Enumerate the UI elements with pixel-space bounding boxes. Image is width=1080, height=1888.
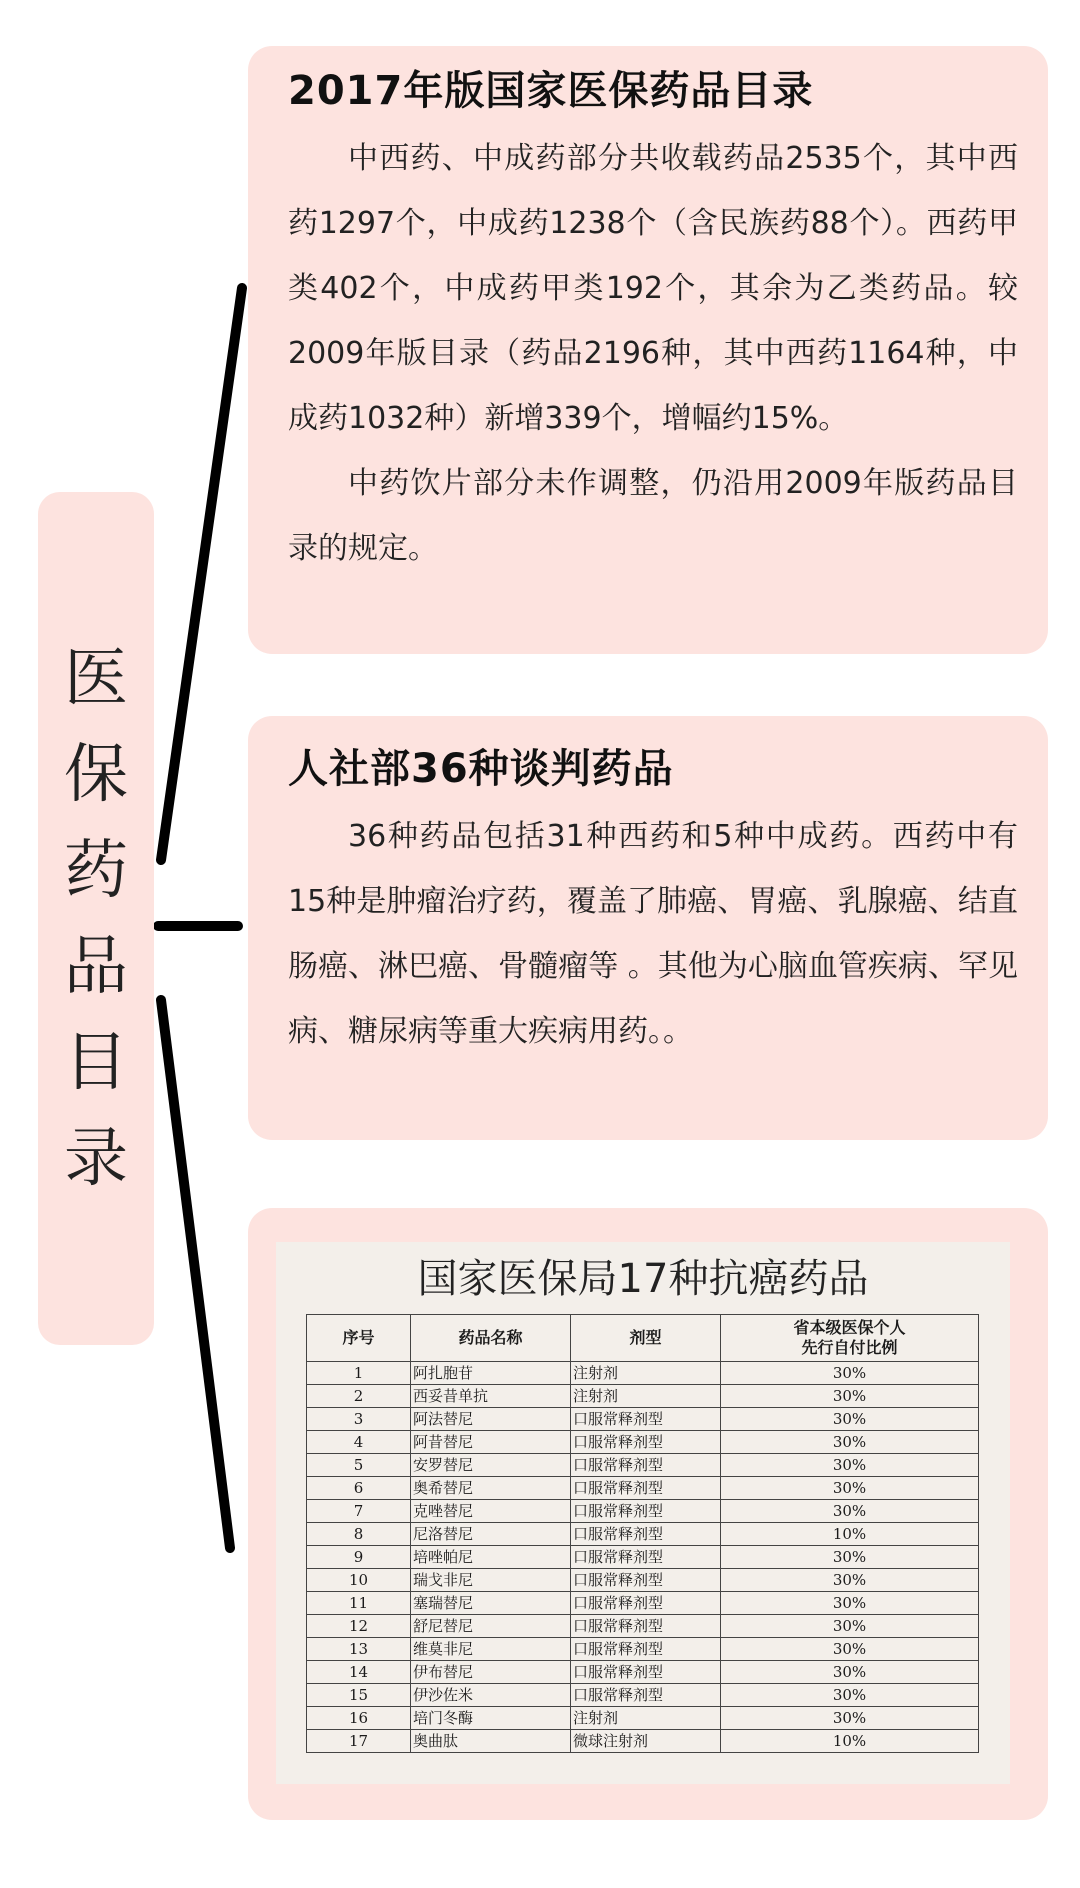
table-row — [307, 1592, 979, 1615]
section-title: 人社部36种谈判药品 — [288, 746, 674, 792]
cell-copay-ratio: 30% — [721, 1500, 979, 1523]
table-row — [307, 1730, 979, 1753]
cell-dosage-form: 口服常释剂型 — [571, 1454, 721, 1477]
cell-index: 4 — [307, 1431, 411, 1454]
cell-drug-name: 安罗替尼 — [411, 1454, 571, 1477]
side-title-box — [38, 492, 154, 1345]
cell-copay-ratio: 30% — [721, 1707, 979, 1730]
cell-copay-ratio: 30% — [721, 1385, 979, 1408]
cell-drug-name: 瑞戈非尼 — [411, 1569, 571, 1592]
cell-dosage-form: 口服常释剂型 — [571, 1661, 721, 1684]
side-title-char: 药 — [64, 833, 128, 908]
side-title-char: 目 — [64, 1025, 128, 1100]
cell-dosage-form: 口服常释剂型 — [571, 1684, 721, 1707]
table-row — [307, 1707, 979, 1730]
table-row — [307, 1408, 979, 1431]
table-row — [307, 1362, 979, 1385]
cell-index: 11 — [307, 1592, 411, 1615]
cell-index: 6 — [307, 1477, 411, 1500]
cell-index: 9 — [307, 1546, 411, 1569]
cell-dosage-form: 微球注射剂 — [571, 1730, 721, 1753]
table-title: 国家医保局17种抗癌药品 — [417, 1256, 869, 1302]
cell-copay-ratio: 30% — [721, 1592, 979, 1615]
cell-copay-ratio: 30% — [721, 1454, 979, 1477]
header-dosage-form: 剂型 — [571, 1315, 721, 1362]
cell-index: 1 — [307, 1362, 411, 1385]
table-row — [307, 1684, 979, 1707]
cell-copay-ratio: 10% — [721, 1523, 979, 1546]
table-image-panel — [276, 1242, 1010, 1784]
table-row — [307, 1661, 979, 1684]
cell-drug-name: 培唑帕尼 — [411, 1546, 571, 1569]
side-title-char: 品 — [64, 929, 128, 1004]
section-card-anticancer-table — [248, 1208, 1048, 1820]
cell-drug-name: 阿昔替尼 — [411, 1431, 571, 1454]
table-row — [307, 1569, 979, 1592]
cell-dosage-form: 口服常释剂型 — [571, 1431, 721, 1454]
cell-dosage-form: 口服常释剂型 — [571, 1500, 721, 1523]
cell-drug-name: 伊沙佐米 — [411, 1684, 571, 1707]
cell-dosage-form: 口服常释剂型 — [571, 1477, 721, 1500]
side-title-char: 医 — [64, 641, 128, 716]
table-row — [307, 1385, 979, 1408]
cell-dosage-form: 口服常释剂型 — [571, 1546, 721, 1569]
cell-drug-name: 阿法替尼 — [411, 1408, 571, 1431]
connector-line-upper — [161, 288, 242, 860]
cell-dosage-form: 口服常释剂型 — [571, 1408, 721, 1431]
table-row — [307, 1523, 979, 1546]
cell-dosage-form: 注射剂 — [571, 1362, 721, 1385]
cell-drug-name: 尼洛替尼 — [411, 1523, 571, 1546]
connector-line-lower — [161, 1000, 230, 1548]
cell-drug-name: 塞瑞替尼 — [411, 1592, 571, 1615]
cell-dosage-form: 口服常释剂型 — [571, 1615, 721, 1638]
cell-drug-name: 奥希替尼 — [411, 1477, 571, 1500]
cell-index: 7 — [307, 1500, 411, 1523]
header-copay-ratio — [721, 1315, 979, 1362]
cell-index: 10 — [307, 1569, 411, 1592]
cell-copay-ratio: 30% — [721, 1638, 979, 1661]
side-title-char: 录 — [64, 1121, 128, 1196]
cell-copay-ratio: 30% — [721, 1569, 979, 1592]
cell-drug-name: 培门冬酶 — [411, 1707, 571, 1730]
table-row — [307, 1454, 979, 1477]
section-card-2017-catalog — [248, 46, 1048, 654]
header-copay-text: 省本级医保个人 先行自付比例 — [793, 1318, 906, 1357]
cell-dosage-form: 口服常释剂型 — [571, 1523, 721, 1546]
cell-index: 2 — [307, 1385, 411, 1408]
cell-copay-ratio: 30% — [721, 1684, 979, 1707]
cell-index: 5 — [307, 1454, 411, 1477]
cell-index: 14 — [307, 1661, 411, 1684]
cell-copay-ratio: 30% — [721, 1362, 979, 1385]
header-drug-name: 药品名称 — [411, 1315, 571, 1362]
cell-drug-name: 奥曲肽 — [411, 1730, 571, 1753]
table-row — [307, 1638, 979, 1661]
cell-index: 17 — [307, 1730, 411, 1753]
cell-copay-ratio: 30% — [721, 1615, 979, 1638]
cell-copay-ratio: 30% — [721, 1408, 979, 1431]
cell-dosage-form: 口服常释剂型 — [571, 1638, 721, 1661]
section-paragraph: 中药饮片部分未作调整，仍沿用2009年版药品目录的规定。 — [288, 466, 1018, 566]
cell-copay-ratio: 30% — [721, 1661, 979, 1684]
cell-copay-ratio: 30% — [721, 1546, 979, 1569]
drug-table — [306, 1314, 979, 1753]
table-row — [307, 1615, 979, 1638]
cell-index: 15 — [307, 1684, 411, 1707]
cell-dosage-form: 口服常释剂型 — [571, 1569, 721, 1592]
cell-copay-ratio: 30% — [721, 1477, 979, 1500]
cell-dosage-form: 注射剂 — [571, 1385, 721, 1408]
cell-copay-ratio: 10% — [721, 1730, 979, 1753]
cell-copay-ratio: 30% — [721, 1431, 979, 1454]
cell-index: 13 — [307, 1638, 411, 1661]
cell-drug-name: 伊布替尼 — [411, 1661, 571, 1684]
cell-index: 8 — [307, 1523, 411, 1546]
table-row — [307, 1546, 979, 1569]
table-row — [307, 1431, 979, 1454]
section-paragraph: 中西药、中成药部分共收载药品2535个，其中西药1297个，中成药1238个（含民族药88个）。西药甲类402个，中成药甲类192个，其余为乙类药品。较2009年版目录（药品2196种，其中西药1164种，中成药1032种）新增339个，增幅约15%。 — [288, 141, 1018, 436]
cell-drug-name: 阿扎胞苷 — [411, 1362, 571, 1385]
cell-index: 16 — [307, 1707, 411, 1730]
table-row — [307, 1500, 979, 1523]
side-title-char: 保 — [64, 737, 128, 812]
section-card-36-negotiated-drugs — [248, 716, 1048, 1140]
cell-index: 3 — [307, 1408, 411, 1431]
table-header-row — [307, 1315, 979, 1362]
cell-drug-name: 舒尼替尼 — [411, 1615, 571, 1638]
cell-dosage-form: 注射剂 — [571, 1707, 721, 1730]
cell-drug-name: 克唑替尼 — [411, 1500, 571, 1523]
section-paragraph: 36种药品包括31种西药和5种中成药。西药中有15种是肿瘤治疗药，覆盖了肺癌、胃癌、乳腺癌、结直肠癌、淋巴癌、骨髓瘤等 。其他为心脑血管疾病、罕见病、糖尿病等重大疾病用药。。 — [288, 819, 1018, 1049]
section-title: 2017年版国家医保药品目录 — [288, 68, 814, 114]
header-index: 序号 — [307, 1315, 411, 1362]
cell-drug-name: 西妥昔单抗 — [411, 1385, 571, 1408]
cell-dosage-form: 口服常释剂型 — [571, 1592, 721, 1615]
table-row — [307, 1477, 979, 1500]
cell-index: 12 — [307, 1615, 411, 1638]
cell-drug-name: 维莫非尼 — [411, 1638, 571, 1661]
